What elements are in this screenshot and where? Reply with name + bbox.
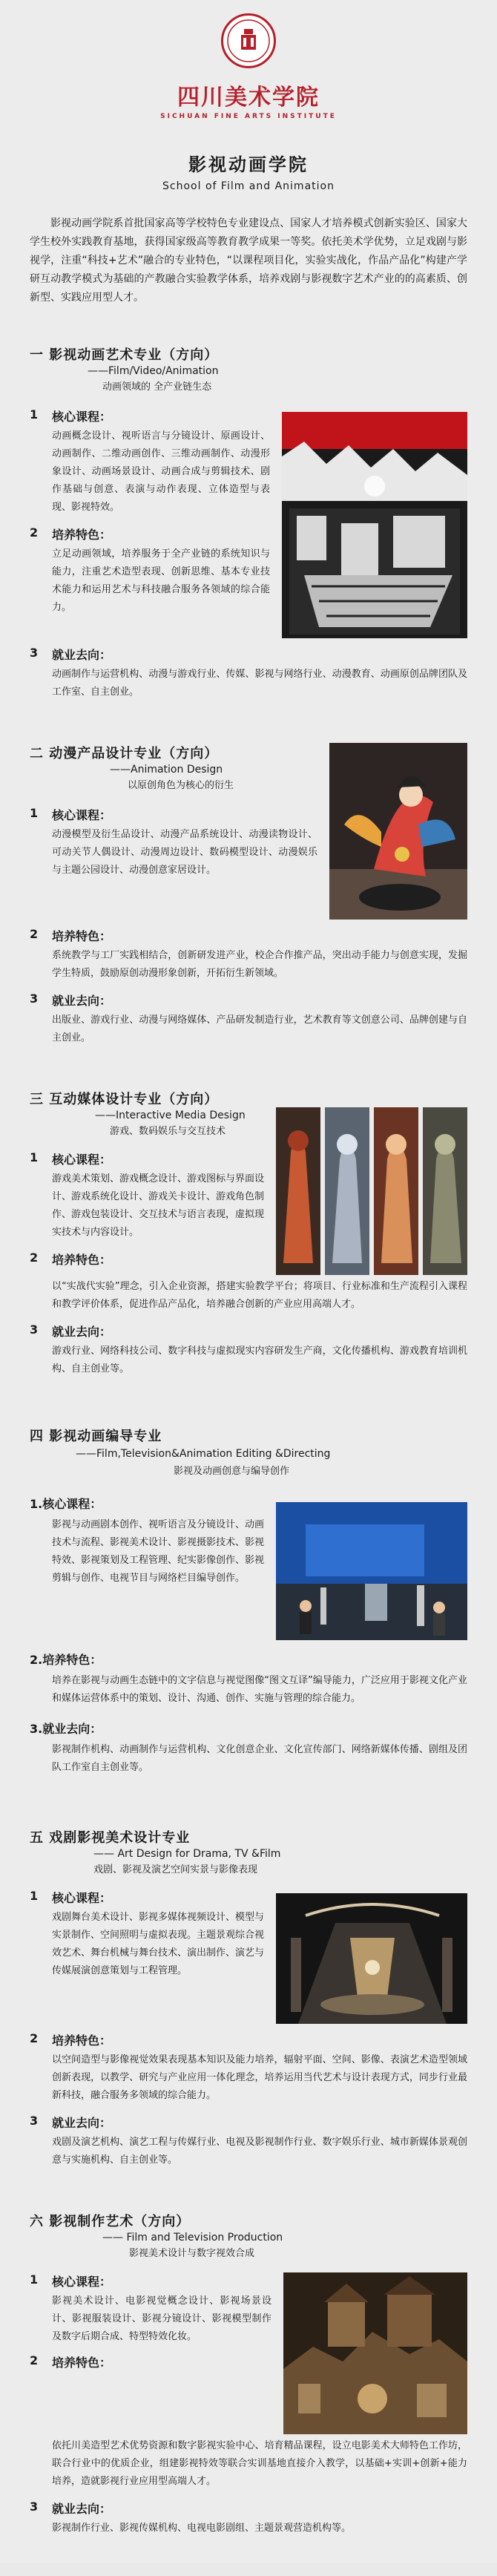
core-courses-text: 戏剧舞台美术设计、影视多媒体视频设计、模型与实景制作、空间照明与虚拟表现。主题景观综合视效艺术、舞台机械与舞台技术、演出制作、演艺与传媒展演创意策划与工程管理。 — [52, 1912, 265, 1976]
core-courses-text: 影视美术设计、电影视觉概念设计、影视场景设计、影视服装设计、影视分镜设计、影视模型制作及数字后期合成、特型特效化妆。 — [52, 2295, 271, 2342]
section-title-en: ——Animation Design — [110, 764, 223, 776]
woodcut-city-image — [282, 412, 467, 638]
core-courses-label: 1.核心课程： — [30, 1497, 102, 1511]
employment-text: 戏剧及演艺机构、演艺工程与传媒行业、电视及影视制作行业、数字娱乐行业、城市新媒体景观创意与实施机构、自主创业等。 — [52, 2137, 467, 2166]
section-subtitle: 游戏、数码娱乐与交互技术 — [110, 1126, 226, 1137]
section-animation-design: 二 动漫产品设计专业（方向） ——Animation Design 以原创角色为核心的衍生 1 核心课程： 动漫模型及衍生品设计、动漫产品系统设计、动漫读物设计、可动关节人偶设计、动漫周边设计、数码模型设计、动漫娱乐与主题公园设计、动漫创意家居设计。 2 培养特色： 系统教学与工厂实践相结合，创新研发进产业，校企合作推产品，突出动手能力与创意实现，发掘学生特质，鼓励原创动漫形象创新，开拓衍生新领域。 3 就业去向： 出版业、游戏行业、动漫与网络媒体、产品研发制造行业，艺术教育等文创意公司、品牌创建与自主创业。 — [30, 743, 467, 1047]
employment-label: 就业去向： — [52, 2502, 112, 2516]
section-title: 四 影视动画编导专业 — [30, 1429, 162, 1444]
core-courses-text: 影视与动画剧本创作、视听语言及分镜设计、动画技术与流程、影视美术设计、影视摄影技术、影视特效、影视策划及工程管理、纪实影像创作、影视剪辑与创作、电视节目与网络栏目编导创作。 — [52, 1519, 265, 1584]
core-courses-label: 核心课程： — [52, 410, 112, 424]
training-features-label: 培养特色： — [52, 528, 112, 542]
employment-label: 就业去向： — [52, 994, 112, 1008]
core-courses-text: 动画概念设计、视听语言与分镜设计、原画设计、动画制作、二维动画创作、三维动画制作、动漫形象设计、动画场景设计、动画合成与剪辑技术、剧作基础与创意、表演与动作表现、立体造型与表现、影视特效。 — [52, 430, 270, 513]
training-features-text: 依托川美造型艺术优势资源和数字影视实验中心、培育精品课程，设立电影美术大师特色工作坊，联合行业中的优质企业，组建影视特效等联合实训基地直接介入教学，以基础+实训+创新+能力培养，造就影视行业应用型高端人才。 — [52, 2440, 467, 2487]
core-courses-label: 核心课程： — [52, 808, 112, 822]
training-features-text: 培养在影视与动画生态链中的文字信息与视觉图像“图文互译”编导能力，广泛应用于影视文化产业和媒体运营体系中的策划、设计、沟通、创作、实施与管理的综合能力。 — [52, 1675, 467, 1704]
training-features-label: 培养特色： — [52, 2356, 112, 2370]
header — [0, 0, 497, 307]
training-features-text: 系统教学与工厂实践相结合，创新研发进产业，校企合作推产品，突出动手能力与创意实现，发掘学生特质，鼓励原创动漫形象创新，开拓衍生新领域。 — [52, 950, 467, 979]
training-features-text: 立足动画领域，培养服务于全产业链的系统知识与能力，注重艺术造型表现、创新思维、基本专业技术能力和运用艺术与科技融合服务各领域的综合能力。 — [52, 548, 270, 613]
employment-text: 影视制作机构、动画制作与运营机构、文化创意企业、文化宣传部门、网络新媒体传播、剧组及团队工作室自主创业等。 — [52, 1744, 467, 1773]
training-features-text: 以空间造型与影像视觉效果表现基本知识及能力培养，辐射平面、空间、影像、表演艺术造型领域创新表现，以教学、研究与产业应用一体化理念，培养运用当代艺术与设计表现方式，同步行业最新科技，融合服务多领域的综合能力。 — [52, 2054, 467, 2101]
employment-text: 影视制作行业、影视传媒机构、电视电影剧组、主题景观营造机构等。 — [52, 2523, 352, 2534]
section-film-animation: 一 影视动画艺术专业（方向） ——Film/Video/Animation 动画领域的 全产业链生态 1 核心课程： 动画概念设计、视听语言与分镜设计、原画设计、动画制作、二维动画创作、三维动画制作、动漫形象设计、动画场景设计、动画合成与剪辑技术、剧作基础与创意、表演与动作表现、立体造型与表现、影视特效。 2 培养特色： 立足动画领域，培养服务于全产业链的系统知识与能力，注重艺术造型表现、创新思维、基本专业技术能力和运用艺术与科技融合服务各领域的综合能力。 3 就业去向： 动画制作与运营机构、动漫与游戏行业、传媒、影视与网络行业、动漫教育、动画原创品牌团队及工作室、自主创业。 — [30, 344, 467, 701]
section-title: 六 影视制作艺术（方向） — [30, 2214, 191, 2229]
training-features-label: 2.培养特色： — [30, 1653, 102, 1667]
section-title-en: —— Film and Television Production — [102, 2232, 283, 2244]
section-title: 五 戏剧影视美术设计专业 — [30, 1830, 191, 1846]
core-courses-label: 核心课程： — [52, 2275, 112, 2289]
section-subtitle: 影视美术设计与数字视效合成 — [129, 2248, 255, 2259]
employment-label: 3.就业去向： — [30, 1722, 102, 1736]
brand-name-en: SICHUAN FINE ARTS INSTITUTE — [160, 113, 337, 120]
brand-name: 四川美术学院 — [177, 85, 320, 111]
employment-text: 游戏行业、网络科技公司、数字科技与虚拟现实内容研发生产商，文化传播机构、游戏教育培训机构、自主创业等。 — [52, 1346, 467, 1374]
training-features-label: 培养特色： — [52, 2033, 112, 2048]
section-subtitle: 影视及动画创意与编导创作 — [174, 1466, 290, 1477]
training-features-text: 以“实战代实验”理念，引入企业资源，搭建实验教学平台；将项目、行业标准和生产流程引入课程和教学评价体系，促进作品产品化，培养融合创新的产业应用高端人才。 — [52, 1281, 467, 1310]
college-intro: 影视动画学院系首批国家高等学校特色专业建设点、国家人才培养模式创新实验区、国家大学生校外实践教育基地，获得国家级高等教育教学成果一等奖。依托美术学优势，立足戏剧与影视学，注重“科技+艺术”融合的专业特色，“以课程项目化，实验实战化，作品产品化”构建产学研互动教学模式为基础的产教融合实验教学体系，培养戏剧与影视数字艺术产业的的高素质、创新型、实践应用型人才。 — [30, 217, 467, 304]
school-seal-logo — [221, 13, 276, 68]
core-courses-text: 动漫模型及衍生品设计、动漫产品系统设计、动漫读物设计、可动关节人偶设计、动漫周边设计、数码模型设计、动漫娱乐与主题公园设计、动漫创意家居设计。 — [52, 829, 317, 876]
employment-label: 就业去向： — [52, 1325, 112, 1339]
section-title: 一 影视动画艺术专业（方向） — [30, 347, 219, 363]
section-subtitle: 动画领域的 全产业链生态 — [102, 381, 212, 393]
stage-design-photo — [276, 1893, 467, 2024]
section-subtitle: 以原创角色为核心的衍生 — [128, 780, 234, 791]
employment-label: 就业去向： — [52, 2116, 112, 2130]
section-film-production: 六 影视制作艺术（方向） —— Film and Television Production 影视美术设计与数字视效合成 1 核心课程： 影视美术设计、电影视觉概念设计、影视场景设计、影视服装设计、影视分镜设计、影视模型制作及数字后期合成、特型特效化妆。 2 培养特色： 依托川美造型艺术优势资源和数字影视实验中心、培育精品课程，设立电影美术大师特色工作坊，联合行业中的优质企业，组建影视特效等联合实训基地直接介入教学，以基础+实训+创新+能力培养，造就影视行业应用型高端人才。 3 就业去向： 影视制作行业、影视传媒机构、电视电影剧组、主题景观营造机构等。 — [30, 2211, 467, 2537]
employment-text: 动画制作与运营机构、动漫与游戏行业、传媒、影视与网络行业、动漫教育、动画原创品牌团队及工作室、自主创业。 — [52, 669, 467, 698]
training-features-label: 培养特色： — [52, 929, 112, 943]
section-title: 二 动漫产品设计专业（方向） — [30, 746, 219, 761]
film-set-model-photo — [283, 2272, 467, 2434]
section-title-en: ——Film/Video/Animation — [88, 365, 219, 377]
section-title: 三 互动媒体设计专业（方向） — [30, 1092, 219, 1107]
section-drama-art-design: 五 戏剧影视美术设计专业 —— Art Design for Drama, TV &Film 戏剧、影视及演艺空间实景与影像表现 1 核心课程： 戏剧舞台美术设计、影视多媒体视频设计、模型与实景制作、空间照明与虚拟表现。主题景观综合视效艺术、舞台机械与舞台技术、演出制作、演艺与传媒展演创意策划与工程管理。 2 培养特色： 以空间造型与影像视觉效果表现基本知识及能力培养，辐射平面、空间、影像、表演艺术造型领域创新表现，以教学、研究与产业应用一体化理念，培养运用当代艺术与设计表现方式，同步行业最新科技，融合服务多领域的综合能力。 3 就业去向： 戏剧及演艺机构、演艺工程与传媒行业、电视及影视制作行业、数字娱乐行业、城市新媒体景观创意与实施机构、自主创业等。 — [30, 1827, 467, 2169]
section-title-en: ——Interactive Media Design — [95, 1110, 246, 1121]
training-features-label: 培养特色： — [52, 1253, 112, 1267]
studio-photo — [276, 1502, 467, 1640]
core-courses-label: 核心课程： — [52, 1153, 112, 1167]
section-interactive-media: 三 互动媒体设计专业（方向） ——Interactive Media Design 游戏、数码娱乐与交互技术 1 核心课程： 游戏美术策划、游戏概念设计、游戏图标与界面设计、游戏系统化设计、游戏关卡设计、游戏角色制作、游戏包装设计、交互技术与语言表现，虚拟现实技术与内容设计。 2 培养特色： 以“实战代实验”理念，引入企业资源，搭建实验教学平台；将项目、行业标准和生产流程引入课程和教学评价体系，促进作品产品化，培养融合创新的产业应用高端人才。 3 就业去向： 游戏行业、网络科技公司、数字科技与虚拟现实内容研发生产商，文化传播机构、游戏教育培训机构、自主创业等。 — [30, 1089, 467, 1378]
game-character-images — [276, 1107, 467, 1275]
core-courses-text: 游戏美术策划、游戏概念设计、游戏图标与界面设计、游戏系统化设计、游戏关卡设计、游戏角色制作、游戏包装设计、交互技术与语言表现，虚拟现实技术与内容设计。 — [52, 1173, 265, 1238]
employment-label: 就业去向： — [52, 648, 112, 662]
section-editing-directing — [30, 1426, 467, 1777]
college-title: 影视动画学院 — [188, 154, 309, 175]
section-subtitle: 戏剧、影视及演艺空间实景与影像表现 — [93, 1864, 258, 1875]
section-title-en: —— Art Design for Drama, TV &Film — [93, 1848, 281, 1860]
college-title-en: School of Film and Animation — [162, 180, 335, 192]
core-courses-label: 核心课程： — [52, 1891, 112, 1905]
character-figure-image — [329, 743, 467, 920]
employment-text: 出版业、游戏行业、动漫与网络媒体、产品研发制造行业，艺术教育等文创意公司、品牌创建与自主创业。 — [52, 1015, 467, 1043]
section-title-en: ——Film,Television&Animation Editing &Directing — [76, 1448, 331, 1460]
